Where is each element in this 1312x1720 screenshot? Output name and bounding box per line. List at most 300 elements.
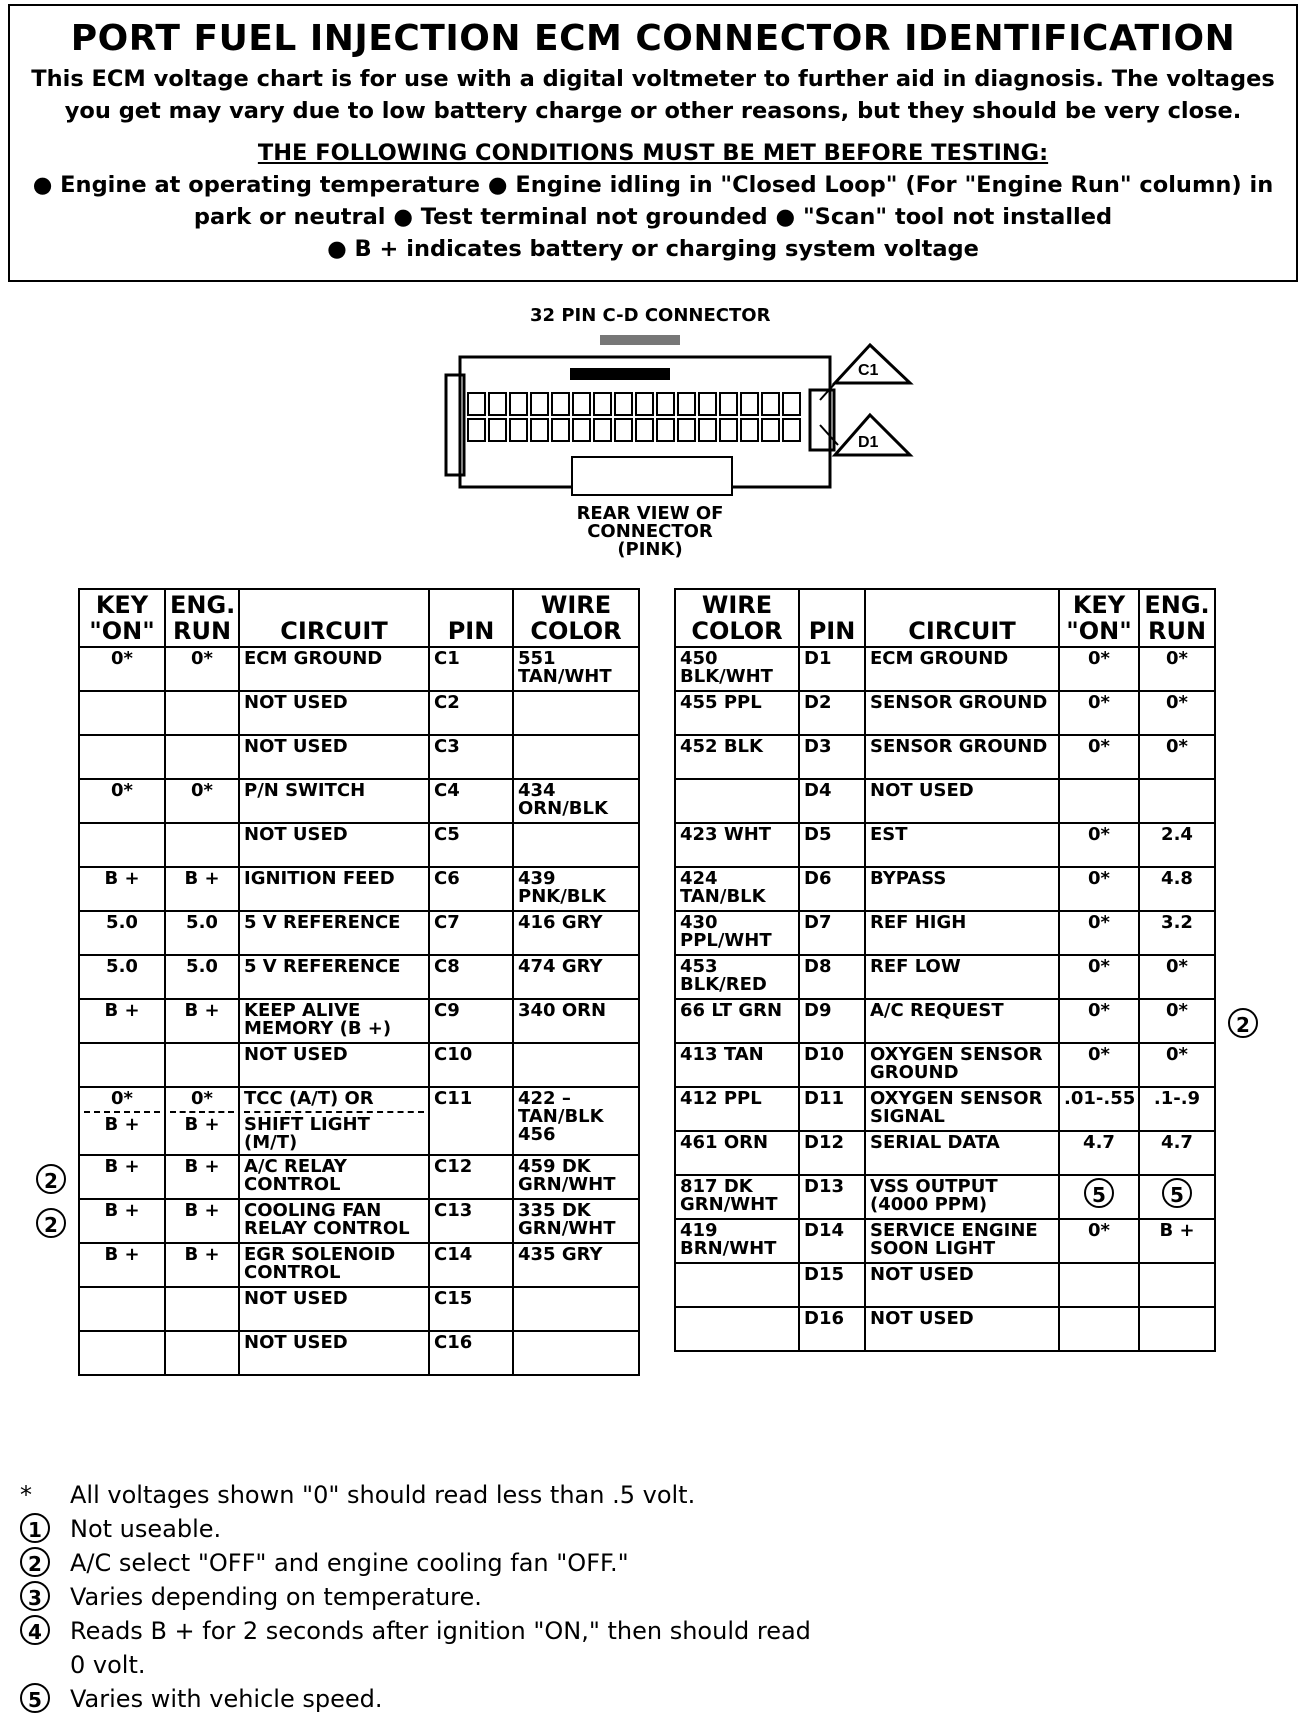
eng-run-value [165,691,239,735]
pin-id [429,911,513,955]
connector-pin-c [657,393,674,415]
key-on-value [1059,1043,1139,1087]
key-on-value [79,735,165,779]
eng-run-value [1139,647,1215,691]
pin-id [799,955,865,999]
eng-run-value-text: B + [184,1244,220,1265]
pin-id-text: C13 [434,1200,473,1221]
key-on-value-text: 4.7 [1083,1132,1115,1153]
connector-pin-d [783,419,800,441]
wire-color-text: 459 DK GRN/WHT [518,1156,616,1195]
pin-id-text: D14 [804,1220,844,1241]
wire-color-text: 419 BRN/WHT [680,1220,777,1259]
note-marker: 2 [1228,1008,1258,1038]
col-eng-run: ENG. RUN [1139,589,1215,647]
circuit-name-text: P/N SWITCH [244,780,366,801]
wire-color [675,955,799,999]
col-circuit: CIRCUIT [239,589,429,647]
key-on-value-text: B + [104,1200,140,1221]
circuit-name [239,647,429,691]
circuit-name-text: IGNITION FEED [244,868,395,889]
circuit-name [865,1087,1059,1131]
key-on-value [79,867,165,911]
circuit-name-text: OXYGEN SENSOR GROUND [870,1044,1043,1083]
connector-color: (PINK) [617,539,683,560]
footnote-text: 0 volt. [70,1651,146,1679]
connector-pin-c [699,393,716,415]
eng-run-value [1139,1043,1215,1087]
pin-id-text: D13 [804,1176,844,1197]
circuit-name [865,691,1059,735]
c-pin-table [44,588,640,1376]
col-wire-color: WIRE COLOR [675,589,799,647]
footnote-number-icon: 5 [20,1683,50,1713]
connector-pin-d [720,419,737,441]
circuit-name [239,1087,429,1155]
connector-pin-d [636,419,653,441]
wire-color-text: 439 PNK/BLK [518,868,606,907]
circuit-name-text: KEEP ALIVE MEMORY (B +) [244,1000,392,1039]
circuit-name-text: A/C RELAY CONTROL [244,1156,347,1195]
footnote [20,1546,811,1580]
footnote-text: A/C select "OFF" and engine cooling fan "OFF." [70,1549,629,1577]
table-row [675,779,1215,823]
key-on-value [1059,647,1139,691]
key-on-value-text: B + [104,1000,140,1021]
wire-color [513,911,639,955]
table-row [675,691,1215,735]
key-on-value-text: 0* [1088,912,1110,933]
key-on-value [79,911,165,955]
circuit-name [239,823,429,867]
key-on-value [1059,955,1139,999]
footnote-marker [20,1512,70,1546]
eng-run-value [165,647,239,691]
key-on-value [79,1043,165,1087]
key-on-value [79,779,165,823]
connector-pin-c [468,393,485,415]
eng-run-value [165,1043,239,1087]
pin-id-text: D1 [804,648,832,669]
circuit-name-text: EGR SOLENOID CONTROL [244,1244,396,1283]
key-on-value-text: 0* [111,648,133,669]
pin-id-text: C4 [434,780,460,801]
key-on-value [79,691,165,735]
key-on-value [1059,1219,1139,1263]
circuit-name [239,779,429,823]
footnote-marker [20,1682,70,1716]
eng-run-value [1139,735,1215,779]
d-pin-table [674,588,1250,1352]
pin-id-text: D7 [804,912,832,933]
circuit-name-text: ECM GROUND [870,648,1009,669]
col-wire-color: WIRE COLOR [513,589,639,647]
wire-color [513,867,639,911]
circuit-name [239,911,429,955]
circuit-name [865,911,1059,955]
wire-color [513,1243,639,1287]
footnote [20,1614,811,1648]
table-row [79,999,639,1043]
pin-id-text: D8 [804,956,832,977]
pin-id-text: C2 [434,692,460,713]
wire-color-text: 413 TAN [680,1044,764,1065]
page-title: PORT FUEL INJECTION ECM CONNECTOR IDENTIFICATION [70,18,1236,59]
eng-run-value-text: 3.2 [1161,912,1193,933]
wire-color-text: 66 LT GRN [680,1000,783,1021]
wire-color-text: 817 DK GRN/WHT [680,1176,778,1215]
wire-color [675,1307,799,1351]
connector-pin-c [783,393,800,415]
connector-pin-d [552,419,569,441]
connector-pin-c [573,393,590,415]
circuit-name [239,691,429,735]
eng-run-value-text: 0* [1166,692,1188,713]
table-row [675,1219,1215,1263]
pin-id-text: D10 [804,1044,844,1065]
pin-id-text: D4 [804,780,832,801]
footnote-number-icon: 4 [20,1615,50,1645]
pin-id-text: C8 [434,956,460,977]
key-on-value-text: B + [104,1244,140,1265]
pin-id [429,1331,513,1375]
eng-run-value-text: 4.7 [1161,1132,1193,1153]
key-on-value [79,1243,165,1287]
connector-pin-d [657,419,674,441]
eng-run-value [165,1199,239,1243]
circuit-name [239,955,429,999]
table-row [79,647,639,691]
pin-id-text: D5 [804,824,832,845]
pin-id [799,1219,865,1263]
wire-color [675,779,799,823]
wire-color [513,1155,639,1199]
footnote-marker [20,1614,70,1648]
eng-run-value [165,735,239,779]
key-on-value [1059,779,1139,823]
footnote-number-icon: 2 [20,1547,50,1577]
circuit-name [865,1175,1059,1219]
connector-rear-label [520,505,780,559]
connector-pin-d [531,419,548,441]
wire-color-text: 422 –TAN/BLK [518,1088,604,1127]
circuit-name [239,1243,429,1287]
key-on-value-text: 0* [1088,1044,1110,1065]
eng-run-value-text: 0* [191,1088,213,1109]
wire-color [675,647,799,691]
wire-color [675,999,799,1043]
circuit-name [865,647,1059,691]
connector-pin-d [468,419,485,441]
wire-color [513,823,639,867]
circuit-name [239,1331,429,1375]
pin-id [429,647,513,691]
connector-pin-c [741,393,758,415]
circuit-name-text: COOLING FAN RELAY CONTROL [244,1200,410,1239]
eng-run-value [1139,955,1215,999]
pin-id [799,647,865,691]
wire-color [675,867,799,911]
footnote-text: All voltages shown "0" should read less than .5 volt. [70,1481,696,1509]
key-on-value-text: 0* [1088,956,1110,977]
footnote-text: Varies with vehicle speed. [70,1685,383,1713]
wire-color [675,1131,799,1175]
footnote-marker [20,1546,70,1580]
table-row [79,1243,639,1287]
eng-run-value-text: B + [184,868,220,889]
circuit-name-text: NOT USED [244,1332,348,1353]
pin-id [429,1287,513,1331]
key-on-value [79,1331,165,1375]
pin-id-text: D12 [804,1132,844,1153]
conditions-line-2: park or neutral ● Test terminal not grounded ● "Scan" tool not installed [193,204,1113,230]
connector-pin-d [594,419,611,441]
eng-run-value-text: 4.8 [1161,868,1193,889]
eng-run-value [165,823,239,867]
circuit-name-text: SERVICE ENGINE SOON LIGHT [870,1220,1038,1259]
key-on-value [79,1287,165,1331]
eng-run-value [1139,1175,1215,1219]
circuit-name-text: BYPASS [870,868,947,889]
circuit-name [865,1307,1059,1351]
connector-pin-c [615,393,632,415]
eng-run-value [1139,823,1215,867]
table-row [79,867,639,911]
key-on-value-text: 0* [111,1088,133,1109]
pin-id-text: D3 [804,736,832,757]
eng-run-value-text: 0* [1166,956,1188,977]
eng-run-value [165,1155,239,1199]
pin-id [799,1263,865,1307]
circuit-name [865,1131,1059,1175]
key-on-value [1059,823,1139,867]
connector-pin-d [573,419,590,441]
eng-run-value-text: 0* [1166,1044,1188,1065]
intro-line-2: you get may vary due to low battery charge or other reasons, but they should be very close. [64,98,1242,124]
col-pin: PIN [799,589,865,647]
wire-color-alt: 456 [518,1124,556,1145]
circuit-name-text: NOT USED [244,1044,348,1065]
circuit-name [865,735,1059,779]
table-row [675,1043,1215,1087]
pin-id [429,1087,513,1155]
pin-id [429,1155,513,1199]
wire-color [513,779,639,823]
wire-color-text: 450 BLK/WHT [680,648,773,687]
pin-id-text: D11 [804,1088,844,1109]
table-row [79,735,639,779]
table-row [79,823,639,867]
wire-color [513,1199,639,1243]
circuit-name [865,955,1059,999]
circuit-name-text: REF HIGH [870,912,967,933]
connector-pin-d [678,419,695,441]
key-on-value-text: 0* [1088,1000,1110,1021]
circuit-name [865,1043,1059,1087]
key-on-value [79,647,165,691]
pin-id [799,691,865,735]
key-on-value-text: .01-.55 [1064,1088,1136,1109]
key-on-value-text: 0* [1088,648,1110,669]
pin-id-text: D16 [804,1308,844,1329]
connector-pin-c [636,393,653,415]
connector-pin-d [699,419,716,441]
circuit-name-text: A/C REQUEST [870,1000,1004,1021]
pin-id-text: C7 [434,912,460,933]
circuit-name-text: SERIAL DATA [870,1132,1000,1153]
pin-id [429,779,513,823]
pin-id [799,1175,865,1219]
pin-id [429,955,513,999]
rear-view-text: REAR VIEW OF CONNECTOR [576,503,724,542]
circuit-name-text: ECM GROUND [244,648,383,669]
circuit-name-text: NOT USED [244,1288,348,1309]
key-on-value [44,1155,165,1199]
connector-drawing [440,305,960,505]
pin-id [429,691,513,735]
circuit-name [865,1219,1059,1263]
connector-pin-c [552,393,569,415]
wire-color-text: 434 ORN/BLK [518,780,608,819]
pin-id [429,1243,513,1287]
table-row [79,691,639,735]
table-row [79,1287,639,1331]
eng-run-value [165,1087,239,1155]
table-row [79,1087,639,1155]
circuit-name [239,1155,429,1199]
eng-run-value [1139,1087,1215,1131]
pin-id [799,1307,865,1351]
key-on-value [1059,1087,1139,1131]
wire-color [513,1043,639,1087]
table-row [79,779,639,823]
pin-id-text: C1 [434,648,460,669]
circuit-name [865,823,1059,867]
footnote-text: Not useable. [70,1515,222,1543]
connector-pin-c [720,393,737,415]
wire-color-text: 340 ORN [518,1000,607,1021]
circuit-name-text: NOT USED [244,824,348,845]
wire-color [513,955,639,999]
pin-id-text: D15 [804,1264,844,1285]
conditions-line-3: ● B + indicates battery or charging system voltage [327,236,979,262]
eng-run-value-text: B + [1159,1220,1195,1241]
pin-id-text: C11 [434,1088,473,1109]
circuit-name [865,779,1059,823]
circuit-name-text: NOT USED [870,1264,974,1285]
col-eng-run: ENG. RUN [165,589,239,647]
pin-id [429,823,513,867]
wire-color [675,735,799,779]
eng-run-value-text: 0* [191,780,213,801]
key-on-value [44,1199,165,1243]
key-on-value [79,999,165,1043]
wire-color [675,1175,799,1219]
eng-run-value-text: B + [184,1200,220,1221]
pin-id [799,823,865,867]
pin-id-text: C5 [434,824,460,845]
pin-id [799,1087,865,1131]
pin-id [429,1199,513,1243]
key-on-value-text: 0* [1088,692,1110,713]
wire-color [675,911,799,955]
circuit-name-text: NOT USED [870,780,974,801]
wire-color [513,999,639,1043]
eng-run-value [165,955,239,999]
wire-color [675,1263,799,1307]
pin-id [799,911,865,955]
eng-run-value [1139,691,1215,735]
circuit-name-text: NOT USED [244,736,348,757]
col-circuit: CIRCUIT [865,589,1059,647]
footnote [20,1512,811,1546]
connector-pin-d [489,419,506,441]
connector-pin-c [678,393,695,415]
wire-color-text: 335 DK GRN/WHT [518,1200,616,1239]
key-on-value [1059,867,1139,911]
header-box [8,4,1298,282]
circuit-name-text: SENSOR GROUND [870,692,1048,713]
table-row [79,1331,639,1375]
wire-color [513,1287,639,1331]
footnote [20,1682,811,1716]
wire-color [513,1331,639,1375]
eng-run-value [165,911,239,955]
eng-run-value-text: 0* [191,648,213,669]
table-row [675,1175,1215,1219]
pin-id [799,867,865,911]
eng-run-value [165,779,239,823]
table-row [79,1155,639,1199]
connector-pin-d [510,419,527,441]
table-row [675,955,1215,999]
eng-run-value-text: 0* [1166,1000,1188,1021]
eng-run-value [1139,1307,1215,1351]
eng-run-value [1139,1131,1215,1175]
key-on-value-text: 0* [111,780,133,801]
table-row [675,1263,1215,1307]
key-on-value-text: 0* [1088,1220,1110,1241]
pin-id-text: C16 [434,1332,473,1353]
table-row [675,1131,1215,1175]
table-row [79,955,639,999]
key-on-value [79,823,165,867]
eng-run-value [165,1331,239,1375]
circuit-name [239,867,429,911]
connector-diagram [440,305,960,560]
col-pin: PIN [429,589,513,647]
wire-color-text: 435 GRY [518,1244,603,1265]
table-row [675,867,1215,911]
circuit-name-text: TCC (A/T) OR [244,1088,374,1109]
key-on-value-text: 5.0 [106,956,138,977]
connector-pin-d [615,419,632,441]
key-on-value-text: B + [104,868,140,889]
pin-id [799,735,865,779]
table-row [675,1087,1215,1131]
table-row [79,911,639,955]
pin-id [429,999,513,1043]
eng-run-value [1139,911,1215,955]
key-on-value-alt: B + [84,1111,160,1134]
circuit-name-text: NOT USED [870,1308,974,1329]
wire-color [675,1043,799,1087]
table-row [79,1199,639,1243]
pin-id-text: D2 [804,692,832,713]
eng-run-value [165,867,239,911]
key-on-value-text: 0* [1088,736,1110,757]
pin-id-text: C9 [434,1000,460,1021]
